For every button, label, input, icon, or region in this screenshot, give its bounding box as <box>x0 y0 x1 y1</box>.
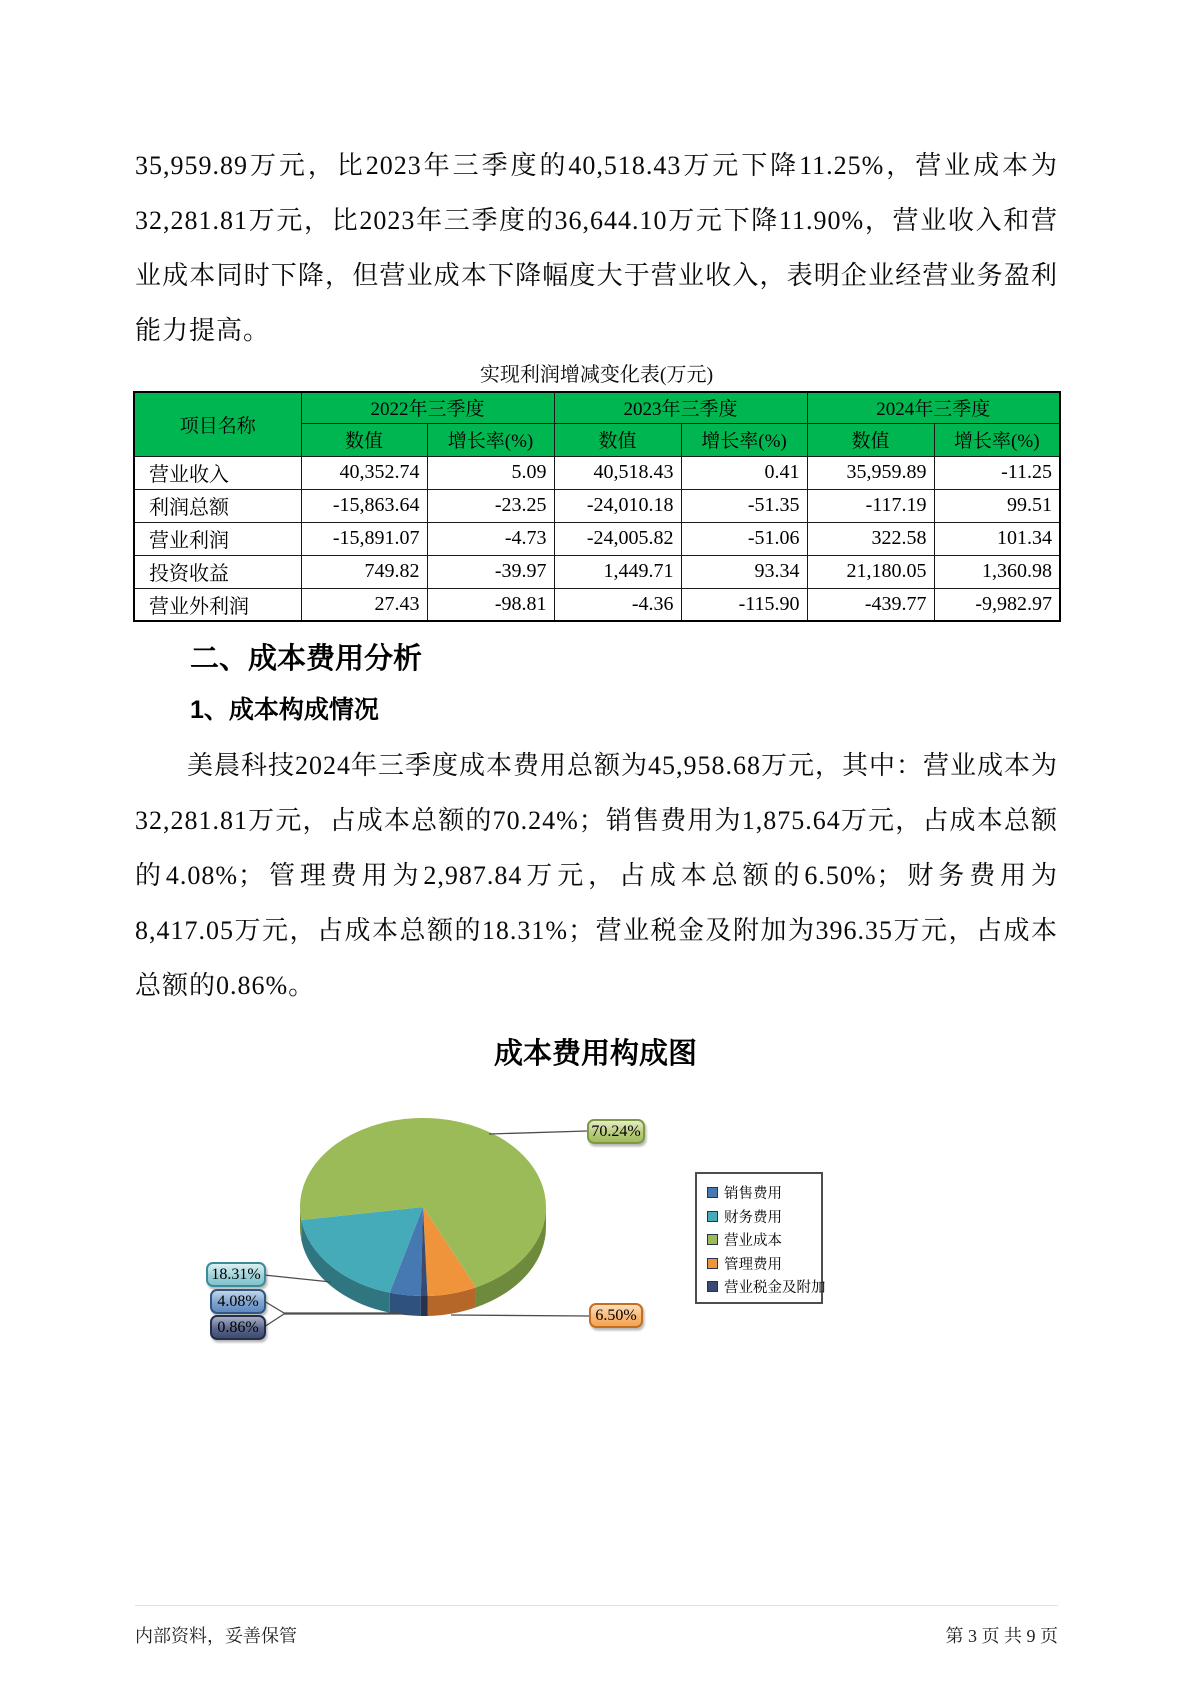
legend-label: 管理费用 <box>724 1256 782 1273</box>
pie-label-caiwufeiyong: 18.31% <box>206 1262 266 1287</box>
legend-item-yingyechengben <box>707 1228 821 1252</box>
paragraph-revenue-analysis: 35,959.89万元，比2023年三季度的40,518.43万元下降11.25%，营业成本为32,281.81万元，比2023年三季度的36,644.10万元下降11.90%，营业收入和营业成本同时下降，但营业成本下降幅度大于营业收入，表明企业经营业务盈利能力提高。 <box>135 151 1058 345</box>
legend-item-guanli <box>707 1252 821 1276</box>
row-label: 营业外利润 <box>134 588 301 621</box>
legend-item-caiwu <box>707 1205 821 1229</box>
section-heading-cost-analysis: 二、成本费用分析 <box>190 643 423 675</box>
table-row <box>134 588 1060 621</box>
pie-label-shuijin: 0.86% <box>210 1315 266 1340</box>
cell: 322.58 <box>807 522 934 555</box>
cell: 21,180.05 <box>807 555 934 588</box>
cell: 5.09 <box>427 456 554 489</box>
legend-marker-icon <box>707 1211 718 1222</box>
header-value: 数值 <box>301 423 427 456</box>
cell: 93.34 <box>681 555 807 588</box>
cell: 35,959.89 <box>807 456 934 489</box>
cell: -439.77 <box>807 588 934 621</box>
header-value: 数值 <box>554 423 681 456</box>
table-header-row-years <box>134 392 1060 423</box>
cell: 40,518.43 <box>554 456 681 489</box>
leader-line-guanli <box>451 1315 589 1316</box>
pie-label-guanlifeiyong: 6.50% <box>589 1303 643 1328</box>
row-label: 利润总额 <box>134 489 301 522</box>
legend-label: 营业税金及附加 <box>724 1280 826 1297</box>
cell: -23.25 <box>427 489 554 522</box>
footer-page-number: 第 3 页 共 9 页 <box>945 1626 1058 1646</box>
cell: -115.90 <box>681 588 807 621</box>
header-item-name: 项目名称 <box>134 392 301 456</box>
cell: -15,891.07 <box>301 522 427 555</box>
legend-label: 销售费用 <box>724 1186 782 1203</box>
table-row <box>134 555 1060 588</box>
legend-marker-icon <box>707 1187 718 1198</box>
cell: 0.41 <box>681 456 807 489</box>
header-value: 数值 <box>807 423 934 456</box>
table-row <box>134 456 1060 489</box>
profit-change-table <box>133 391 1061 622</box>
cell: -51.06 <box>681 522 807 555</box>
cell: -15,863.64 <box>301 489 427 522</box>
table-title: 实现利润增减变化表(万元) <box>479 364 714 386</box>
cell: -39.97 <box>427 555 554 588</box>
cell: 27.43 <box>301 588 427 621</box>
chart-title: 成本费用构成图 <box>493 1038 697 1070</box>
cell: 1,449.71 <box>554 555 681 588</box>
header-year-2024: 2024年三季度 <box>807 392 1060 423</box>
header-growth: 增长率(%) <box>934 423 1060 456</box>
header-year-2022: 2022年三季度 <box>301 392 554 423</box>
table-row <box>134 522 1060 555</box>
cell: -11.25 <box>934 456 1060 489</box>
row-label: 营业利润 <box>134 522 301 555</box>
legend-label: 营业成本 <box>724 1233 782 1250</box>
pie-label-xiaoshoufeiyong: 4.08% <box>210 1289 266 1314</box>
cell: 101.34 <box>934 522 1060 555</box>
cell: 40,352.74 <box>301 456 427 489</box>
cell: 1,360.98 <box>934 555 1060 588</box>
pie-label-yingyechengben: 70.24% <box>587 1119 645 1144</box>
header-growth: 增长率(%) <box>681 423 807 456</box>
header-growth: 增长率(%) <box>427 423 554 456</box>
table-row <box>134 489 1060 522</box>
legend-label: 财务费用 <box>724 1209 782 1226</box>
legend-marker-icon <box>707 1281 718 1292</box>
legend-marker-icon <box>707 1234 718 1245</box>
cell: -51.35 <box>681 489 807 522</box>
paragraph-cost-structure: 美晨科技2024年三季度成本费用总额为45,958.68万元，其中：营业成本为32,281.81万元，占成本总额的70.24%；销售费用为1,875.64万元，占成本总额的4.08%；管理费用为2,987.84万元，占成本总额的6.50%；财务费用为8,417.05万元，占成本总额的18.31%；营业税金及附加为396.35万元，占成本总额的0.86%。 <box>135 751 1059 1000</box>
footer-divider <box>135 1605 1058 1606</box>
cell: -4.36 <box>554 588 681 621</box>
cell: -24,005.82 <box>554 522 681 555</box>
cell: 749.82 <box>301 555 427 588</box>
cell: 99.51 <box>934 489 1060 522</box>
legend-item-xiaoshou <box>707 1181 821 1205</box>
cell: -9,982.97 <box>934 588 1060 621</box>
leader-line-shuijin <box>264 1314 413 1327</box>
cell: -98.81 <box>427 588 554 621</box>
leader-line-yingyechengben <box>489 1131 587 1134</box>
legend-marker-icon <box>707 1258 718 1269</box>
chart-legend <box>695 1172 826 1304</box>
pie-3d <box>300 1118 546 1316</box>
cell: -4.73 <box>427 522 554 555</box>
subsection-heading-cost-structure: 1、成本构成情况 <box>190 696 379 724</box>
legend-item-shuijin <box>707 1275 826 1299</box>
cell: -117.19 <box>807 489 934 522</box>
cell: -24,010.18 <box>554 489 681 522</box>
row-label: 投资收益 <box>134 555 301 588</box>
header-year-2023: 2023年三季度 <box>554 392 807 423</box>
footer-confidential-note: 内部资料，妥善保管 <box>135 1626 297 1646</box>
row-label: 营业收入 <box>134 456 301 489</box>
